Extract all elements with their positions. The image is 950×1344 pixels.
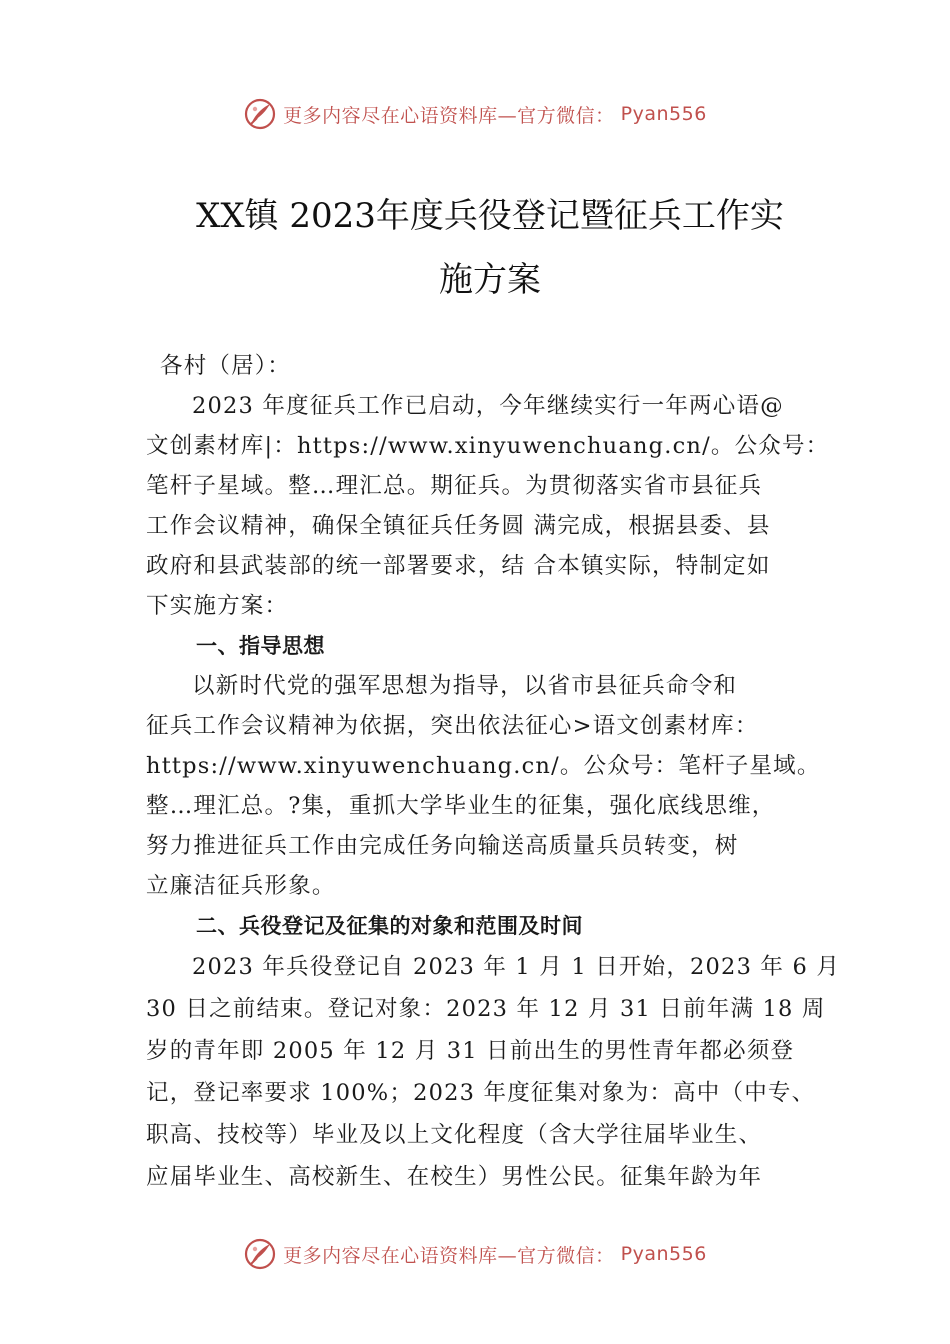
section-1-line: 努力推进征兵工作由完成任务向输送高质量兵员转变，树	[146, 833, 739, 859]
section-1-line: 立廉洁征兵形象。	[146, 873, 336, 899]
intro-line: 政府和县武装部的统一部署要求，结 合本镇实际，特制定如	[146, 553, 771, 579]
document-body	[146, 346, 841, 1198]
quill-logo-icon	[243, 97, 277, 131]
section-1-line: 整…理汇总。?集，重抓大学毕业生的征集，强化底线思维，	[146, 793, 776, 819]
section-2-body	[146, 946, 841, 1198]
section-1-heading: 一、指导思想	[196, 634, 325, 658]
salutation: 各村（居）：	[160, 353, 291, 379]
intro-line: 笔杆子星域。整…理汇总。期征兵。为贯彻落实省市县征兵	[146, 473, 763, 499]
section-2-line: 岁的青年即 2005 年 12 月 31 日前出生的男性青年都必须登	[146, 1038, 795, 1064]
intro-line: 下实施方案：	[146, 593, 289, 619]
document-title-line-2: 施方案	[439, 260, 541, 300]
section-1-line: 征兵工作会议精神为依据，突出依法征心>语文创素材库：	[146, 713, 759, 739]
section-2-line: 职高、技校等）毕业及以上文化程度（含大学往届毕业生、	[146, 1122, 763, 1148]
section-1-line: https://www.xinyuwenchuang.cn/。公众号：笔杆子星域。	[146, 753, 821, 779]
watermark-text: 更多内容尽在心语资料库—官方微信：	[283, 1244, 615, 1267]
section-1-line: 以新时代党的强军思想为指导，以省市县征兵命令和	[192, 673, 738, 699]
section-2-line: 30 日之前结束。登记对象：2023 年 12 月 31 日前年满 18 周	[146, 996, 826, 1022]
watermark-wechat-id: Pyan556	[620, 1243, 707, 1265]
document-title-line-1: XX镇 2023年度兵役登记暨征兵工作实	[196, 196, 784, 236]
watermark-wechat-id: Pyan556	[620, 103, 707, 125]
intro-line: 工作会议精神，确保全镇征兵任务圆 满完成，根据县委、县	[146, 513, 771, 539]
watermark-text: 更多内容尽在心语资料库—官方微信：	[283, 104, 615, 127]
intro-line: 2023 年度征兵工作已启动，今年继续实行一年两心语@	[192, 393, 784, 419]
intro-line: 文创素材库|：https://www.xinyuwenchuang.cn/。公众号：	[146, 433, 830, 459]
watermark-banner-top	[0, 94, 950, 134]
quill-logo-icon	[243, 1237, 277, 1271]
section-2-heading: 二、兵役登记及征集的对象和范围及时间	[196, 914, 583, 938]
section-2-line: 2023 年兵役登记自 2023 年 1 月 1 日开始，2023 年 6 月	[192, 954, 841, 980]
watermark-banner-bottom	[0, 1234, 950, 1274]
section-2-line: 应届毕业生、高校新生、在校生）男性公民。征集年龄为年	[146, 1164, 763, 1190]
section-2-line: 记，登记率要求 100%；2023 年度征集对象为：高中（中专、	[146, 1080, 816, 1106]
